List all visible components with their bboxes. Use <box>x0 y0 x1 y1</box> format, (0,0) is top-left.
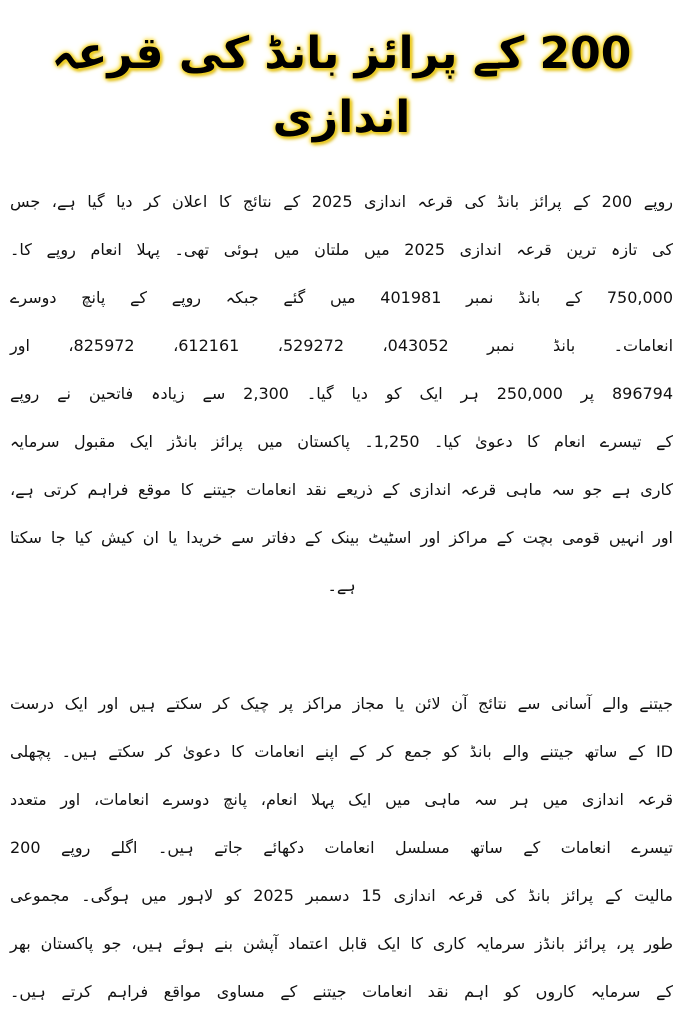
text-line: کی تازہ ترین قرعہ اندازی 2025 میں ملتان میں ہوئی تھی۔ پہلا انعام روپے کا۔ <box>10 240 673 259</box>
text-line: قرعہ اندازی میں ہر سہ ماہی میں ایک پہلا انعام، پانچ دوسرے انعامات، اور متعدد <box>10 790 673 809</box>
text-line: جیتنے والے آسانی سے نتائج آن لائن یا مجاز مراکز پر چیک کر سکتے ہیں اور ایک درست <box>10 694 673 713</box>
text-line: کاری ہے جو سہ ماہی قرعہ اندازی کے ذریعے نقد انعامات جیتنے کا موقع فراہم کرتی ہے، <box>10 480 673 499</box>
text-line: طور پر، پرائز بانڈز سرمایہ کاری کا ایک قابل اعتماد آپشن بنے ہوئے ہیں، جو پاکستان بھر <box>10 934 673 953</box>
text-line: روپے 200 کے پرائز بانڈ کی قرعہ اندازی 2025 کے نتائج کا اعلان کر دیا گیا ہے، جس <box>10 192 674 211</box>
text-line: 750,000 کے بانڈ نمبر 401981 میں گئے جبکہ روپے کے پانچ دوسرے <box>10 288 674 307</box>
text-line: مالیت کے پرائز بانڈ کی قرعہ اندازی 15 دسمبر 2025 کو لاہور میں ہوگی۔ مجموعی <box>10 886 674 905</box>
article-title: 200 کے پرائز بانڈ کی قرعہ اندازی <box>51 28 632 143</box>
paragraph-claiming <box>0 680 683 1016</box>
text-line: اور انہیں قومی بچت کے مراکز اور اسٹیٹ بینک کے دفاتر سے خریدا یا ان کیش کیا جا سکتا <box>10 528 673 547</box>
text-line: تیسرے انعامات کے ساتھ مسلسل انعامات دکھائے جاتے ہیں۔ اگلے روپے 200 <box>10 838 673 857</box>
text-line: 896794 پر 250,000 ہر ایک کو دیا گیا۔ 2,300 سے زیادہ فاتحین نے روپے <box>10 384 674 403</box>
text-line: ہے۔ <box>327 576 356 595</box>
text-line: کے سرمایہ کاروں کو اہم نقد انعامات جیتنے کے مساوی مواقع فراہم کرتے ہیں۔ <box>10 982 673 1001</box>
text-line: ID کے ساتھ جیتنے والے بانڈ کو جمع کر کے اپنے انعامات کا دعویٰ کر سکتے ہیں۔ پچھلی <box>10 742 673 761</box>
text-line: کے تیسرے انعام کا دعویٰ کیا۔ 1,250۔ پاکستان میں پرائز بانڈز ایک مقبول سرمایہ <box>10 432 674 451</box>
text-line: انعامات۔ بانڈ نمبر 043052، 529272، 612161، 825972، اور <box>10 336 674 355</box>
paragraph-results <box>0 178 683 610</box>
